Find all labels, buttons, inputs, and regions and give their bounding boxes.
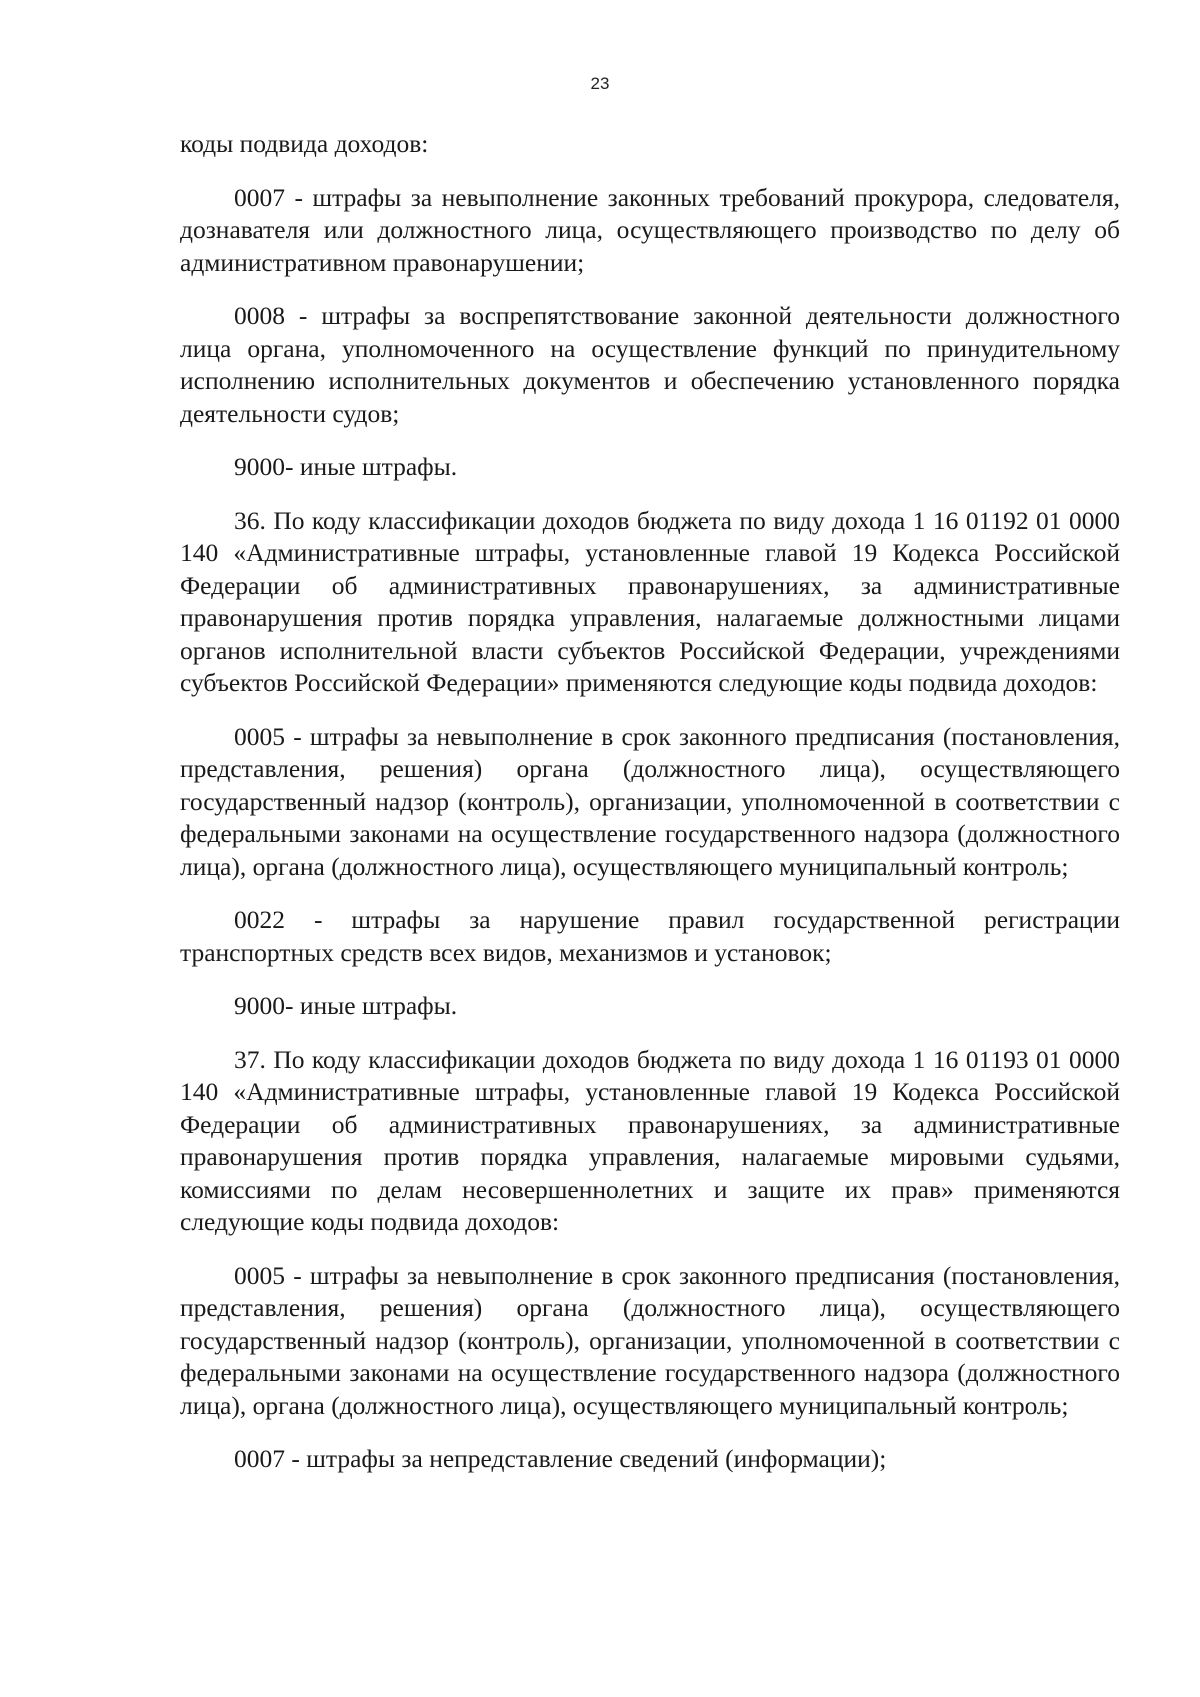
paragraph: 0007 - штрафы за непредставление сведений (информации);: [234, 1444, 887, 1473]
paragraph: 9000- иные штрафы.: [234, 452, 458, 481]
paragraph: 0005 - штрафы за невыполнение в срок законного предписания (постановления, представления, решения) органа (должностного лица), осуществляющего государственный надзор (контроль), организации, уполномоченной в соответствии с федеральными законами на осуществление государственного надзора (должностного лица), органа (должностного лица), осуществляющего муниципальный контроль;: [180, 721, 1120, 881]
paragraph: коды подвида доходов:: [180, 129, 429, 158]
paragraph: 36. По коду классификации доходов бюджета по виду дохода 1 16 01192 01 0000 140 «Административные штрафы, установленные главой 19 Кодекса Российской Федерации об административных правонарушениях, за административные правонарушения против порядка управления, налагаемые должностными лицами органов исполнительной власти субъектов Российской Федерации, учреждениями субъектов Российской Федерации» применяются следующие коды подвида доходов:: [180, 505, 1120, 697]
paragraph: 9000- иные штрафы.: [234, 991, 458, 1020]
paragraph: 0007 - штрафы за невыполнение законных требований прокурора, следователя, дознавателя или должностного лица, осуществляющего производство по делу об административном правонарушении;: [180, 182, 1120, 277]
paragraph: 0008 - штрафы за воспрепятствование законной деятельности должностного лица органа, уполномоченного на осуществление функций по принудительному исполнению исполнительных документов и обеспечению установленного порядка деятельности судов;: [180, 301, 1120, 428]
paragraph: 0005 - штрафы за невыполнение в срок законного предписания (постановления, представления, решения) органа (должностного лица), осуществляющего государственный надзор (контроль), организации, уполномоченной в соответствии с федеральными законами на осуществление государственного надзора (должностного лица), органа (должностного лица), осуществляющего муниципальный контроль;: [180, 1260, 1120, 1420]
paragraph: 37. По коду классификации доходов бюджета по виду дохода 1 16 01193 01 0000 140 «Административные штрафы, установленные главой 19 Кодекса Российской Федерации об административных правонарушениях, за административные правонарушения против порядка управления, налагаемые мировыми судьями, комиссиями по делам несовершеннолетних и защите их прав» применяются следующие коды подвида доходов:: [180, 1044, 1120, 1236]
paragraph: 0022 - штрафы за нарушение правил государственной регистрации транспортных средств всех видов, механизмов и установок;: [180, 905, 1120, 967]
document-body: [180, 128, 1120, 1476]
page-number: 23: [590, 74, 610, 93]
